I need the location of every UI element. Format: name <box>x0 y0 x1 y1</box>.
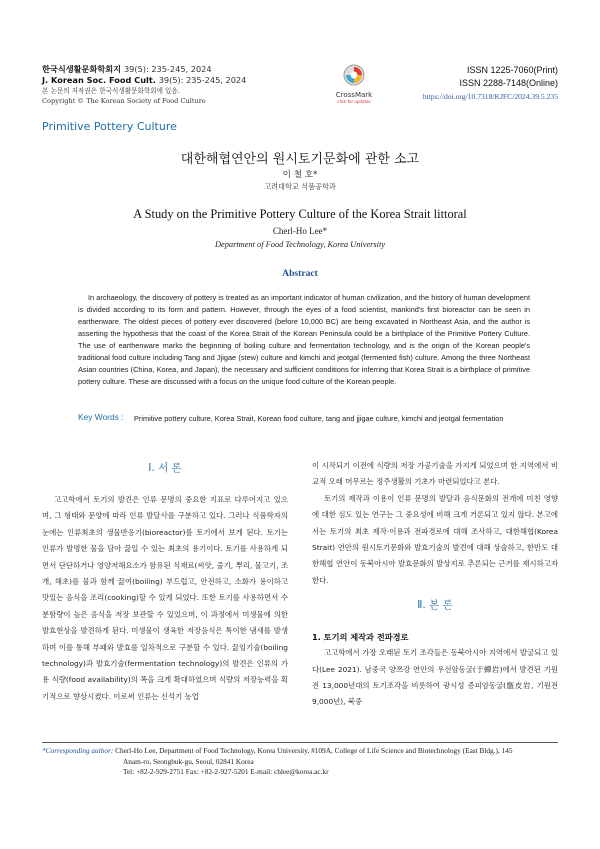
intro-paragraph-2: 토기의 제작과 이용이 인류 문명의 발달과 음식문화의 전개에 미친 영향에 대한 심도 있는 연구는 그 중요성에 비해 크게 거론되고 있지 않다. 본고에서는 토기의 최초 제작·이용과 전파경로에 대해 조사하고, 대한해협(Korea Strait) 연안의 원시토기문화와 발효기술의 발견에 대해 상술하고, 한반도 대한해협 연안이 동북아시아 발효문화의 발상지로 추론되는 근거를 제시하고자 한다. <box>312 493 558 585</box>
journal-vol-en: 39(5): 235-245, 2024 <box>158 75 247 85</box>
crossmark-badge[interactable] <box>324 64 384 104</box>
journal-vol-ko: 39(5): 235-245, 2024 <box>123 64 212 74</box>
footnote-line1: Cherl-Ho Lee, Department of Food Technology, Korea University, #109A, College of Life Science and Biotechnology (East Bldg.), 145 <box>115 746 513 755</box>
footnote-line3: Tel: +82-2-929-2751 Fax: +82-2-927-5201 E-mail: chlee@korea.ac.kr <box>123 767 329 777</box>
doi-link[interactable]: https://doi.org/10.7318/KJFC/2024.39.5.235 <box>422 92 558 101</box>
crossmark-sub: click for updates <box>337 99 371 104</box>
author-english: Cherl-Ho Lee* <box>272 226 328 236</box>
footnote-divider <box>42 742 558 743</box>
left-column <box>42 458 288 705</box>
affiliation-english: Department of Food Technology, Korea University <box>214 240 386 249</box>
footnote-line2: Anam-ro, Seongbuk-gu, Seoul, 02841 Korea <box>123 756 254 766</box>
issn-online: ISSN 2288-7148(Online) <box>459 78 558 88</box>
subsection-heading: 1. 토기의 제작과 전파경로 <box>312 632 409 643</box>
section-heading-body: Ⅱ. 본 론 <box>417 599 453 612</box>
section-tag: Primitive Pottery Culture <box>42 120 177 133</box>
copyright-ko: 본 논문의 저작권은 한국식생활문화학회에 있음. <box>42 87 180 95</box>
abstract-heading: Abstract <box>282 268 318 279</box>
issn-block <box>423 64 558 103</box>
footnote-label: *Corresponding author: <box>42 746 114 755</box>
body-paragraph-1: 고고학에서 가장 오래된 토기 조각들은 동북아시아 지역에서 발굴되고 있다(Lee 2021). 남중국 양쯔강 연안의 우선암동굴(于蟬岩)에서 발견된 기원전 13,000년대의 토기조각을 비롯하여 광시성 증피암동굴(甑皮岩, 기원전 9,000년), 북중 <box>312 648 558 707</box>
journal-name-ko: 한국식생활문화학회지 <box>42 64 122 74</box>
journal-name-en: J. Korean Soc. Food Cult. <box>42 75 156 85</box>
keywords-text: Primitive pottery culture, Korea Strait, Korean food culture, tang and jjigae culture, kimchi and jeotgal fermentation <box>134 414 504 423</box>
journal-header <box>42 64 558 114</box>
author-korean: 이 철 호* <box>282 170 318 180</box>
crossmark-icon <box>343 64 365 86</box>
footnote <box>42 746 558 778</box>
crossmark-label: CrossMark <box>335 91 373 99</box>
issn-print: ISSN 1225-7060(Print) <box>466 65 558 75</box>
abstract-text: In archaeology, the discovery of pottery is treated as an important indicator of human civilization, and the history of human development is divided according to its form and pattern. However, through the eyes of a food scientist, mankind's first bioreactor can be seen in earthenware. The oldest pieces of pottery ever discovered (before 10,000 BC) are being excavated in Northeast Asia, and the author is asserting the hypothesis that the coast of the Korea Strait of the Korean Peninsula could be a birthplace of the Primitive Pottery Culture. The use of earthenware marks the beginning of boiling culture and fermentation technology, and is the origin of the Korean people's traditional food culture including Tang and Jjigae (stew) culture and kimchi and jeotgal (fermented fish) culture. Among the three Northeast Asian countries (China, Korea, and Japan), the necessary and sufficient conditions for inferring that Korea Strait is a birthplace of primitive pottery culture. These are discussed with a focus on the unique food culture of the Korean people. <box>78 293 530 386</box>
section-heading-intro: Ⅰ. 서 론 <box>148 462 182 474</box>
affiliation-korean: 고려대학교 식품공학과 <box>264 182 336 191</box>
intro-paragraph-1: 고고학에서 토기의 발견은 인류 문명의 중요한 지표로 다루어지고 있으며, 그 형태와 문양에 따라 인류 발달사를 구분하고 있다. 그러나 식품학자의 눈에는 인류최초의 생물반응기(bioreactor)를 토기에서 보게 된다. 토기는 인류가 발명한 물을 담아 끓일 수 있는 최초의 용기이다. 토기를 사용하게 되면서 단단하거나 영양저해요소가 함유된 식재료(씨앗, 줄기, 뿌리, 물고기, 조개, 해초)를 물과 함께 끓여(boiling) 부드럽고, 안전하고, 소화가 용이하고 맛있는 음식을 조리(cooking)할 수 있게 되었다. 또한 토기를 사용하면서 수분함량이 높은 음식을 저장 보관할 수 있었으며, 이 과정에서 미생물에 의한 발효현상을 발견하게 된다. 미생물이 생육한 저장음식은 특이한 냄새를 발생하며 이를 통해 부패와 발효를 일차적으로 구분할 수 있다. 끓임기술(boiling technology)과 발효기술(fermentation technology)의 발견은 인류의 가용 식량(food availability)의 폭을 크게 확대하였으며 식량의 저장능력을 획기적으로 향상시켰다. 이로써 인류는 신석기 농업 <box>42 495 288 701</box>
keywords-label: Key Words : <box>78 412 124 422</box>
title-korean: 대한해협연안의 원시토기문화에 관한 소고 <box>180 152 420 167</box>
copyright-en: Copyright © The Korean Society of Food Culture <box>42 97 206 105</box>
title-english: A Study on the Primitive Pottery Culture of the Korea Strait littoral <box>133 207 467 221</box>
intro-paragraph-continued: 이 시작되기 이전에 식량의 저장 가공기술을 가지게 되었으며 한 지역에서 비교적 오래 머무르는 정주생활의 기초가 마련되었다고 본다. <box>312 461 558 487</box>
right-column <box>312 458 558 711</box>
